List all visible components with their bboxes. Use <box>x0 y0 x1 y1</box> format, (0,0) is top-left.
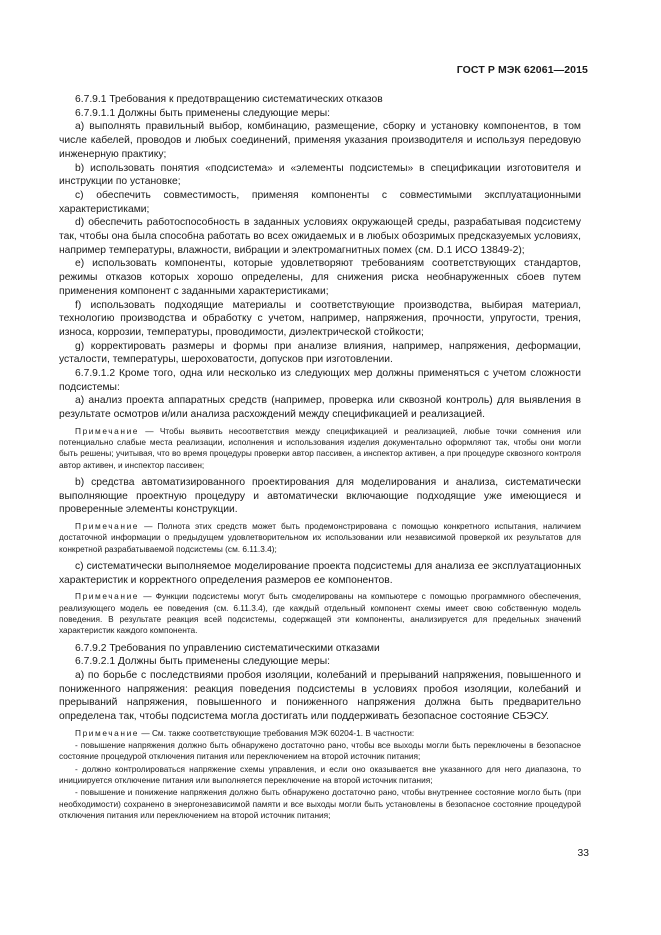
section-heading: 6.7.9.1 Требования к предотвращению систематических отказов <box>75 94 383 105</box>
paragraph: 6.7.9.1.2 Кроме того, одна или несколько из следующих мер должны применяться с учетом сложности подсистемы: <box>59 368 581 393</box>
note-label: Примечание <box>75 727 140 738</box>
list-item: a) анализ проекта аппаратных средств (например, проверка или сквозной контроль) для выявления в результате осмотров и/или анализа расхождений между спецификацией и реализацией. <box>59 395 581 421</box>
list-item: f) использовать подходящие материалы и соответствующие производства, выбирая материал, технологию производства и обработку с учетом, например, напряжения, прочности, упругости, трения, износа, коррозии, температуры, проводимости, диэлектрической стойкости; <box>59 299 581 338</box>
document-body <box>59 93 581 821</box>
note-label: Примечание <box>75 521 140 532</box>
note-text: — Полнота этих средств может быть продемонстрирована с помощью конкретного испытания, наличием достаточной информации о предыдущем удовлетворительном их использовании или независимой проверкой их результатов для конкретной разрабатываемой подсистемы (см. 6.11.3.4); <box>59 521 581 554</box>
note-label: Примечание <box>75 591 140 602</box>
note-label: Примечание <box>75 425 140 436</box>
note <box>59 728 581 739</box>
note-list-item: - должно контролироваться напряжение схемы управления, и если оно оказывается вне указанного для него диапазона, то инициируется отключение питания или выполняется переключение на второй источник питания; <box>59 763 581 786</box>
list-item: c) обеспечить совместимость, применяя компоненты с совместимыми эксплуатационными характеристиками; <box>59 189 581 215</box>
list-item: a) по борьбе с последствиями пробоя изоляции, колебаний и прерываний напряжения, повышенного и пониженного напряжения: реакция поведения подсистемы в условиях пробоя изоляции, колебаний и прерываний напряжения, повышенного и пониженного напряжения должна быть предварительно определена так, чтобы подсистема могла достигать или поддерживать безопасное состояние СБЭСУ. <box>59 670 581 723</box>
list-item: c) систематически выполняемое моделирование проекта подсистемы для анализа ее эксплуатационных характеристик и корректного определения размеров ее компонентов. <box>59 561 581 586</box>
note-text: — Чтобы выявить несоответствия между спецификацией и реализацией, любые точки сомнения или потенциально слабые места реализации, исполнения и использования изделия документально оформляют так, чтобы они могли быть решены; учитывая, что во время процедуры проверки автор пассивен, а инспектор активен, а при процедуре сквозного контроля автор активен, и инспектор пассивен; <box>59 425 581 470</box>
list-item: g) корректировать размеры и формы при анализе влияния, например, напряжения, деформации, усталости, температуры, шероховатости, допусков при изготовлении. <box>59 340 581 366</box>
note-list-item: - повышение напряжения должно быть обнаружено достаточно рано, чтобы все выходы могли быть переключены в безопасное состояние процедурой отключения питания или переключением на второй источник питания; <box>59 740 581 762</box>
paragraph: 6.7.9.1.1 Должны быть применены следующие меры: <box>75 107 330 119</box>
note-text: — См. также соответствующие требования МЭК 60204-1. В частности: <box>139 727 415 738</box>
list-item: a) выполнять правильный выбор, комбинацию, размещение, сборку и установку компонентов, в том числе кабелей, проводов и любых соединений, применяя указания производителя и используя передовую инженерную практику; <box>59 121 581 160</box>
note-list-item: - повышение и понижение напряжения должно быть обнаружено достаточно рано, чтобы внутреннее состояние могло быть (при необходимости) сохранено в энергонезависимой памяти и все выходы могли быть установлены в безопасное состояние процедурой отключения питания или переключением на второй источник питания; <box>59 787 581 820</box>
section-heading: 6.7.9.2 Требования по управлению систематическими отказами <box>75 642 380 654</box>
note <box>59 591 581 636</box>
list-item: d) обеспечить работоспособность в заданных условиях окружающей среды, разрабатывая подсистему так, чтобы она была способна работать во всех ожидаемых и в любых обозримых предсказуемых условиях, например температуры, влажности, вибрации и электромагнитных помех (см. D.1 ИСО 13849-2); <box>59 217 581 256</box>
page-number: 33 <box>577 848 589 859</box>
list-item: e) использовать компоненты, которые удовлетворяют требованиям соответствующих стандартов, режимы отказов которых хорошо определены, для снижения риска необнаруженных сбоев путем применения компонент с заданными характеристиками; <box>59 258 581 297</box>
note <box>59 521 581 555</box>
note-text: — Функции подсистемы могут быть смоделированы на компьютере с помощью программного обеспечения, реализующего модель ее поведения (см. 6.11.3.4), где каждый отдельный компонент схемы имеет свою собственную модель поведения. В результате реакция всей подсистемы, содержащей эти компоненты, анализируется для предельных значений характеристик каждого компонента. <box>59 591 581 636</box>
paragraph: 6.7.9.2.1 Должны быть применены следующие меры: <box>75 656 330 668</box>
note <box>59 426 581 471</box>
list-item: b) средства автоматизированного проектирования для моделирования и анализа, систематически выполняющие проектную процедуру и автоматически включающие подходящие уже имеющиеся и проверенные элементы конструкции. <box>59 477 581 516</box>
list-item: b) использовать понятия «подсистема» и «элементы подсистемы» в спецификации изготовителя и инструкции по установке; <box>59 162 581 188</box>
standard-code-header: ГОСТ Р МЭК 62061—2015 <box>456 64 588 76</box>
